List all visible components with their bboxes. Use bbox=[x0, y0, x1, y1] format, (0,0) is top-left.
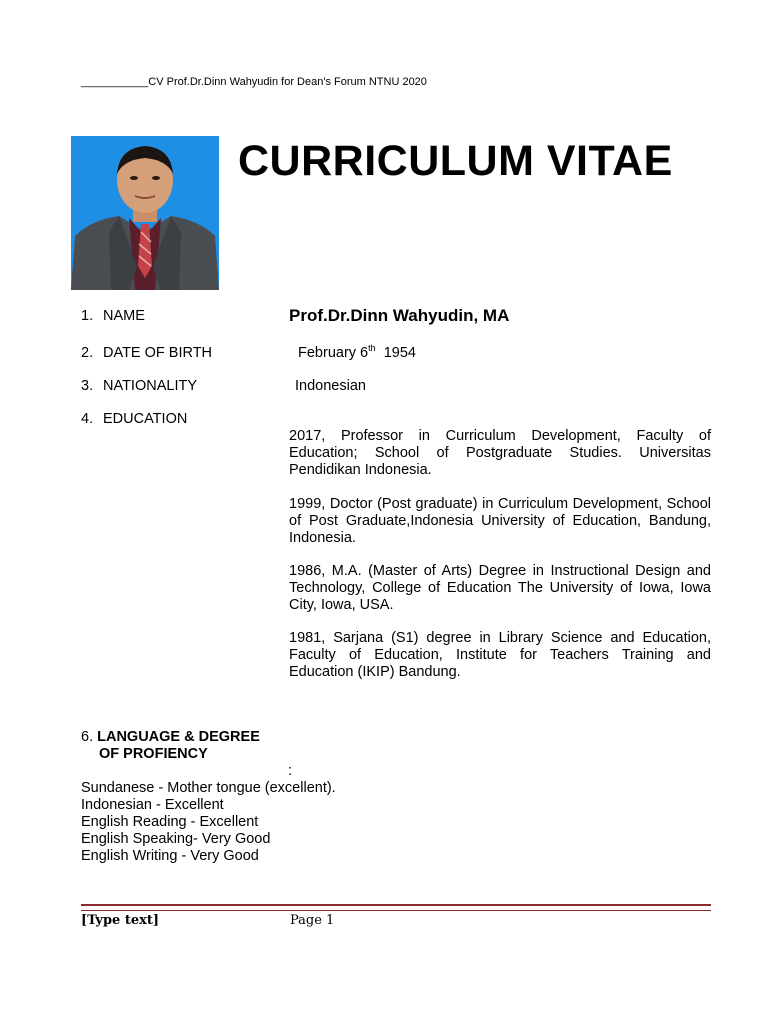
list-item: English Writing - Very Good bbox=[81, 848, 259, 864]
education-entry: 1981, Sarjana (S1) degree in Library Science and Education, Faculty of Education, Institute for Teachers Training and Education (IKIP) Bandung. bbox=[289, 630, 711, 680]
field-dob-value bbox=[298, 345, 416, 361]
field-number: 1. bbox=[81, 308, 94, 324]
list-item: English Reading - Excellent bbox=[81, 814, 259, 830]
language-heading bbox=[81, 729, 260, 763]
field-label: EDUCATION bbox=[103, 411, 188, 427]
field-label: NAME bbox=[103, 308, 145, 324]
language-heading-line1: LANGUAGE & DEGREE bbox=[97, 729, 260, 745]
education-entry: 1986, M.A. (Master of Arts) Degree in Instructional Design and Technology, College of Education The University of Iowa, Iowa City, Iowa, USA. bbox=[289, 563, 711, 613]
field-nationality-value: Indonesian bbox=[295, 378, 366, 394]
field-number: 4. bbox=[81, 411, 94, 427]
field-number: 2. bbox=[81, 345, 94, 361]
profile-photo bbox=[71, 136, 219, 290]
list-item: Indonesian - Excellent bbox=[81, 797, 224, 813]
running-header: ___________CV Prof.Dr.Dinn Wahyudin for Dean's Forum NTNU 2020 bbox=[81, 76, 427, 88]
list-item: English Speaking- Very Good bbox=[81, 831, 271, 847]
dob-day: February 6 bbox=[298, 345, 369, 361]
field-nationality-label bbox=[81, 378, 197, 394]
field-label: DATE OF BIRTH bbox=[103, 345, 213, 361]
field-education-label bbox=[81, 411, 187, 427]
field-name-value: Prof.Dr.Dinn Wahyudin, MA bbox=[289, 306, 510, 325]
education-entry: 2017, Professor in Curriculum Development, Faculty of Education; School of Postgraduate Studies. Universitas Pendidikan Indonesia. bbox=[289, 428, 711, 478]
language-colon: : bbox=[288, 763, 293, 779]
language-list bbox=[81, 780, 336, 865]
language-heading-line2: OF PROFIENCY bbox=[99, 746, 208, 762]
field-dob-label bbox=[81, 345, 212, 361]
education-entry: 1999, Doctor (Post graduate) in Curriculum Development, School of Post Graduate,Indonesia University of Education, Bandung, Indonesia. bbox=[289, 496, 711, 546]
field-number: 6. bbox=[81, 729, 94, 745]
list-item: Sundanese - Mother tongue (excellent). bbox=[81, 780, 336, 796]
footer-placeholder-text: [Type text] bbox=[81, 913, 160, 928]
field-name-label bbox=[81, 308, 145, 324]
dob-year: 1954 bbox=[375, 345, 416, 361]
field-label: NATIONALITY bbox=[103, 378, 197, 394]
footer-divider bbox=[81, 904, 711, 911]
field-number: 3. bbox=[81, 378, 94, 394]
page-number: Page 1 bbox=[290, 913, 335, 928]
dob-suffix: th bbox=[368, 343, 376, 354]
document-title: CURRICULUM VITAE bbox=[238, 137, 673, 185]
